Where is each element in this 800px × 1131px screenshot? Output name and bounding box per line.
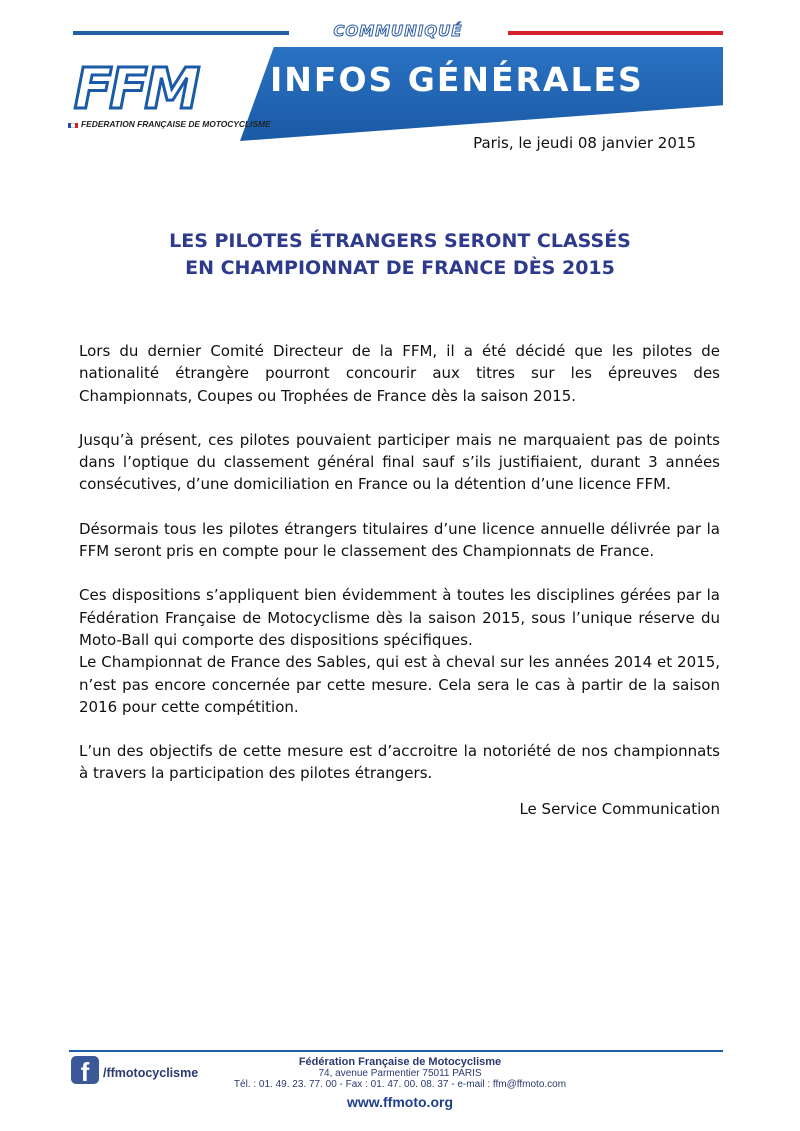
logo-subtitle: FEDERATION FRANÇAISE DE MOTOCYCLISME	[81, 119, 271, 129]
ffm-logo	[68, 57, 271, 129]
footer-contact-block	[220, 1056, 580, 1111]
paragraph-6: L’un des objectifs de cette mesure est d’accroitre la notoriété de nos championnats à travers la participation des pilotes étrangers.	[79, 742, 720, 783]
paragraph-5: Le Championnat de France des Sables, qui est à cheval sur les années 2014 et 2015, n’est pas encore concernée par cette mesure. Cela sera le cas à partir de la saison 2016 pour cette compétition.	[79, 653, 720, 716]
signature: Le Service Communication	[519, 800, 720, 818]
facebook-icon[interactable]: f	[71, 1056, 99, 1084]
paragraph-3: Désormais tous les pilotes étrangers titulaires d’une licence annuelle délivrée par la FFM seront pris en compte pour le classement des Championnats de France.	[79, 519, 720, 561]
facebook-handle-link[interactable]: /ffmotocyclisme	[103, 1066, 199, 1080]
logo-mark: FFM	[74, 57, 198, 122]
header-rule-blue	[73, 31, 289, 35]
banner-title: INFOS GÉNÉRALES	[270, 60, 644, 99]
headline-line-2: EN CHAMPIONNAT DE FRANCE DÈS 2015	[185, 257, 615, 279]
footer-contact-line: Tél. : 01. 49. 23. 77. 00 - Fax : 01. 47. 00. 08. 37 - e-mail : ffm@ffmoto.com	[233, 1079, 567, 1090]
footer-address: 74, avenue Parmentier 75011 PARIS	[318, 1068, 482, 1079]
date-line: Paris, le jeudi 08 janvier 2015	[473, 134, 696, 152]
french-flag-icon	[68, 123, 78, 128]
article-body	[79, 340, 720, 807]
footer-website-link[interactable]: www.ffmoto.org	[346, 1094, 454, 1110]
paragraph-4: Ces dispositions s’appliquent bien évidemment à toutes les disciplines gérées par la Fédération Française de Motocyclisme dès la saison 2015, sous l’unique réserve du Moto-Ball qui comporte des dispositions spécifiques.	[79, 586, 720, 649]
headline-line-1: LES PILOTES ÉTRANGERS SERONT CLASSÉS	[169, 230, 631, 252]
header-rule-red	[508, 31, 723, 35]
footer-rule	[69, 1050, 723, 1052]
paragraph-1: Lors du dernier Comité Directeur de la FFM, il a été décidé que les pilotes de nationalité étrangère pourront concourir aux titres sur les épreuves des Championnats, Coupes ou Trophées de France dès la saison 2015.	[79, 342, 720, 405]
footer-org-name: Fédération Française de Motocyclisme	[298, 1056, 502, 1068]
communique-label: COMMUNIQUÉ	[333, 22, 463, 40]
paragraph-2: Jusqu’à présent, ces pilotes pouvaient participer mais ne marquaient pas de points dans l’optique du classement général final sauf s’ils justifiaient, durant 3 années consécutives, d’une domiciliation en France ou la détention d’une licence FFM.	[79, 430, 720, 494]
